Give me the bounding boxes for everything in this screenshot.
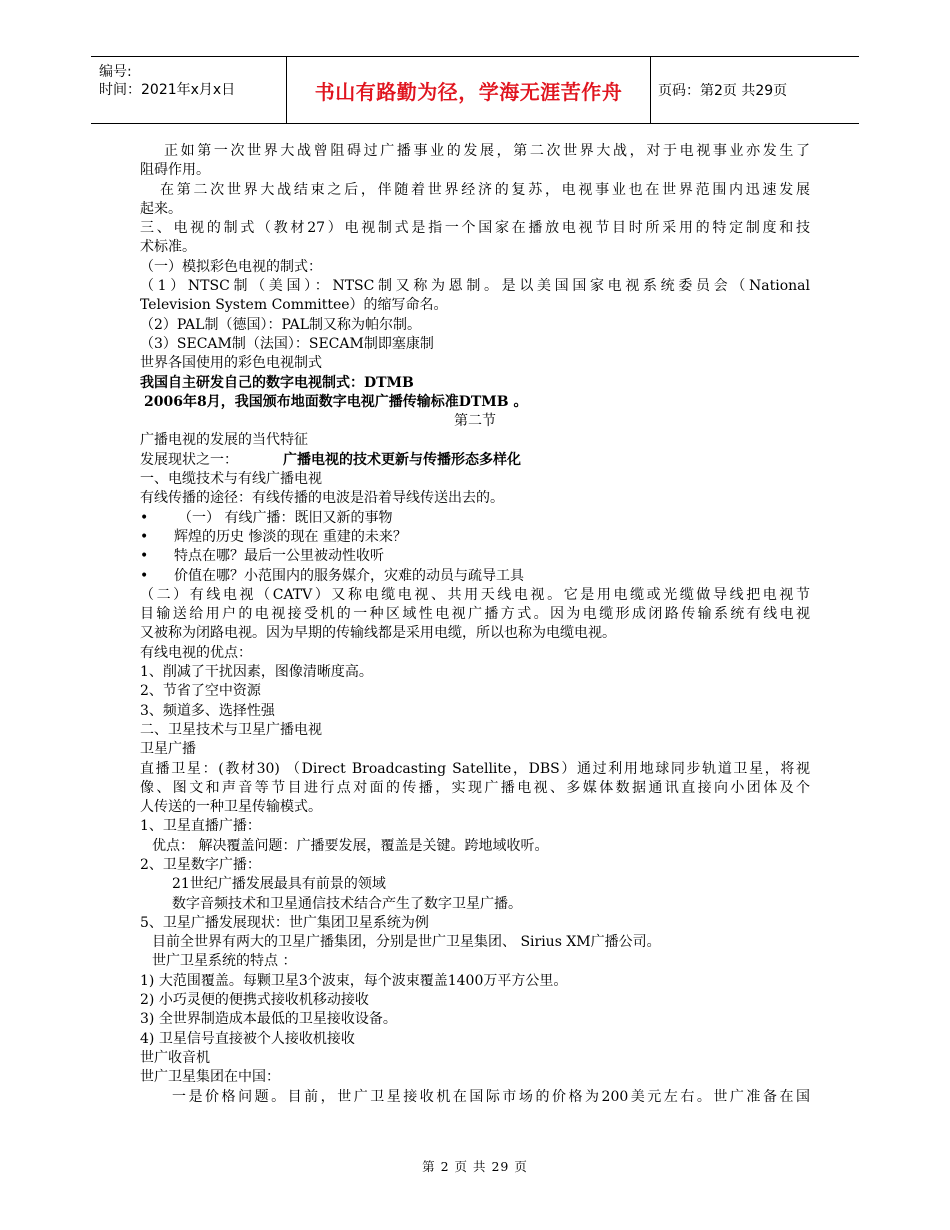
- section-title: 第二节: [454, 413, 496, 430]
- bullet-text: 价值在哪？小范围内的服务媒介，灾难的动员与疏导工具: [174, 567, 524, 584]
- bullet-item: [140, 528, 810, 547]
- paragraph-line: 阻碍作用。: [140, 162, 210, 179]
- paragraph-line: 正如第一次世界大战曾阻碍过广播事业的发展，第二次世界大战，对于电视事业亦发生了: [164, 143, 810, 159]
- paragraph-line: 世广卫星系统的特点 ：: [152, 953, 297, 970]
- bullet-marker: •: [140, 567, 149, 584]
- paragraph-line: （2）PAL制（德国）：PAL制又称为帕尔制。: [140, 316, 421, 333]
- number-label: 编号:: [99, 64, 132, 80]
- paragraph-line: （二）有线电视（CATV）又称电缆电视、共用天线电视。它是用电缆或光缆做导线把电视节: [140, 586, 810, 603]
- bold-line: 我国自主研发自己的数字电视制式：DTMB: [140, 374, 414, 391]
- status-label: 发展现状之一：: [140, 451, 238, 468]
- list-item: 2、节省了空中资源: [140, 683, 261, 700]
- page-footer: 第 2 页 共 29 页: [422, 1159, 528, 1174]
- bullet-text: 辉煌的历史 惨淡的现在 重建的未来？: [174, 528, 407, 545]
- paragraph-line: 广播电视的发展的当代特征: [140, 432, 308, 449]
- paragraph-line: （1）NTSC制（美国）：NTSC制又称为恩制。是以美国国家电视系统委员会（National: [140, 278, 810, 295]
- paragraph-line: Television System Committee）的缩写命名。: [140, 297, 448, 314]
- subheading: （一）模拟彩色电视的制式：: [140, 258, 322, 275]
- paragraph-line: 世广收音机: [140, 1049, 210, 1066]
- paragraph-line: 有线电视的优点：: [140, 644, 252, 661]
- paragraph-line: 有线传播的途径：有线传播的电波是沿着导线传送出去的。: [140, 490, 504, 507]
- page-header: [91, 56, 859, 124]
- list-item: 5、卫星广播发展现状：世广集团卫星系统为例: [140, 914, 429, 931]
- bullet-item: [140, 509, 810, 528]
- page-indicator: 页码：第2页 共29页: [658, 83, 788, 99]
- paragraph-line: 像、图文和声音等节目进行点对面的传播，实现广播电视、多媒体数据通讯直接向小团体及个: [140, 779, 810, 796]
- list-item: 3、频道多、选择性强: [140, 702, 275, 719]
- paragraph-line: （3）SECAM制（法国）：SECAM制即塞康制: [140, 335, 434, 352]
- motto: 书山有路勤为径，学海无涯苦作舟: [314, 79, 623, 104]
- bullet-text: （一） 有线广播：既旧又新的事物: [178, 509, 393, 526]
- list-item: 4) 卫星信号直接被个人接收机接收: [140, 1030, 355, 1047]
- paragraph-line: 数字音频技术和卫星通信技术结合产生了数字卫星广播。: [172, 895, 522, 912]
- section-heading-line: 二、卫星技术与卫星广播电视: [140, 721, 322, 738]
- paragraph-line: 目输送给用户的电视接受机的一种区域性电视广播方式。因为电缆形成闭路传输系统有线电视: [140, 606, 810, 623]
- header-page-cell: [650, 57, 859, 123]
- paragraph-line: 优点： 解决覆盖问题：广播要发展，覆盖是关键。跨地域收听。: [152, 837, 549, 854]
- bullet-item: [140, 567, 810, 586]
- paragraph-line: 在第二次世界大战结束之后，伴随着世界经济的复苏，电视事业也在世界范围内迅速发展: [160, 181, 810, 198]
- paragraph-line: 术标准。: [140, 239, 196, 256]
- bold-line: 2006年8月，我国颁布地面数字电视广播传输标准DTMB 。: [144, 393, 528, 410]
- document-body: [140, 142, 810, 1107]
- list-item: 1、削减了干扰因素，图像清晰度高。: [140, 664, 373, 681]
- paragraph-line: 起来。: [140, 200, 182, 217]
- section-heading-line: 三、电视的制式（教材27）电视制式是指一个国家在播放电视节目时所采用的特定制度和技: [140, 220, 810, 237]
- status-topic: 广播电视的技术更新与传播形态多样化: [283, 451, 521, 468]
- paragraph-line: 人传送的一种卫星传输模式。: [140, 799, 322, 816]
- list-item: 1) 大范围覆盖。每颗卫星3个波束，每个波束覆盖1400万平方公里。: [140, 972, 568, 989]
- bullet-marker: •: [140, 509, 149, 526]
- paragraph-line: 世广卫星集团在中国：: [140, 1069, 280, 1086]
- paragraph-line: 一是价格问题。目前，世广卫星接收机在国际市场的价格为200美元左右。世广准备在国: [172, 1088, 810, 1105]
- paragraph-line: 直播卫星：(教材30) （Direct Broadcasting Satellite，DBS）通过利用地球同步轨道卫星，将视: [140, 760, 810, 777]
- status-line: [140, 451, 810, 470]
- header-meta-cell: [91, 57, 286, 123]
- bullet-marker: •: [140, 528, 149, 545]
- bullet-marker: •: [140, 548, 149, 565]
- list-item: 1、卫星直播广播：: [140, 818, 261, 835]
- paragraph-line: 卫星广播: [140, 741, 196, 758]
- list-item: 2、卫星数字广播：: [140, 856, 261, 873]
- paragraph-line: 21世纪广播发展最具有前景的领域: [172, 876, 386, 893]
- paragraph-line: 世界各国使用的彩色电视制式: [140, 355, 322, 372]
- list-item: 3) 全世界制造成本最低的卫星接收设备。: [140, 1011, 397, 1028]
- bullet-item: [140, 547, 810, 566]
- paragraph-line: 一、电缆技术与有线广播电视: [140, 471, 322, 488]
- paragraph-line: 又被称为闭路电视。因为早期的传输线都是采用电缆，所以也称为电缆电视。: [140, 625, 616, 642]
- bullet-text: 特点在哪？最后一公里被动性收听: [174, 548, 384, 565]
- time-label: 时间：2021年x月x日: [99, 82, 236, 98]
- list-item: 2) 小巧灵便的便携式接收机移动接收: [140, 992, 369, 1009]
- paragraph-line: 目前全世界有两大的卫星广播集团，分别是世广卫星集团、 Sirius XM广播公司。: [152, 934, 661, 951]
- header-motto-cell: [286, 57, 651, 123]
